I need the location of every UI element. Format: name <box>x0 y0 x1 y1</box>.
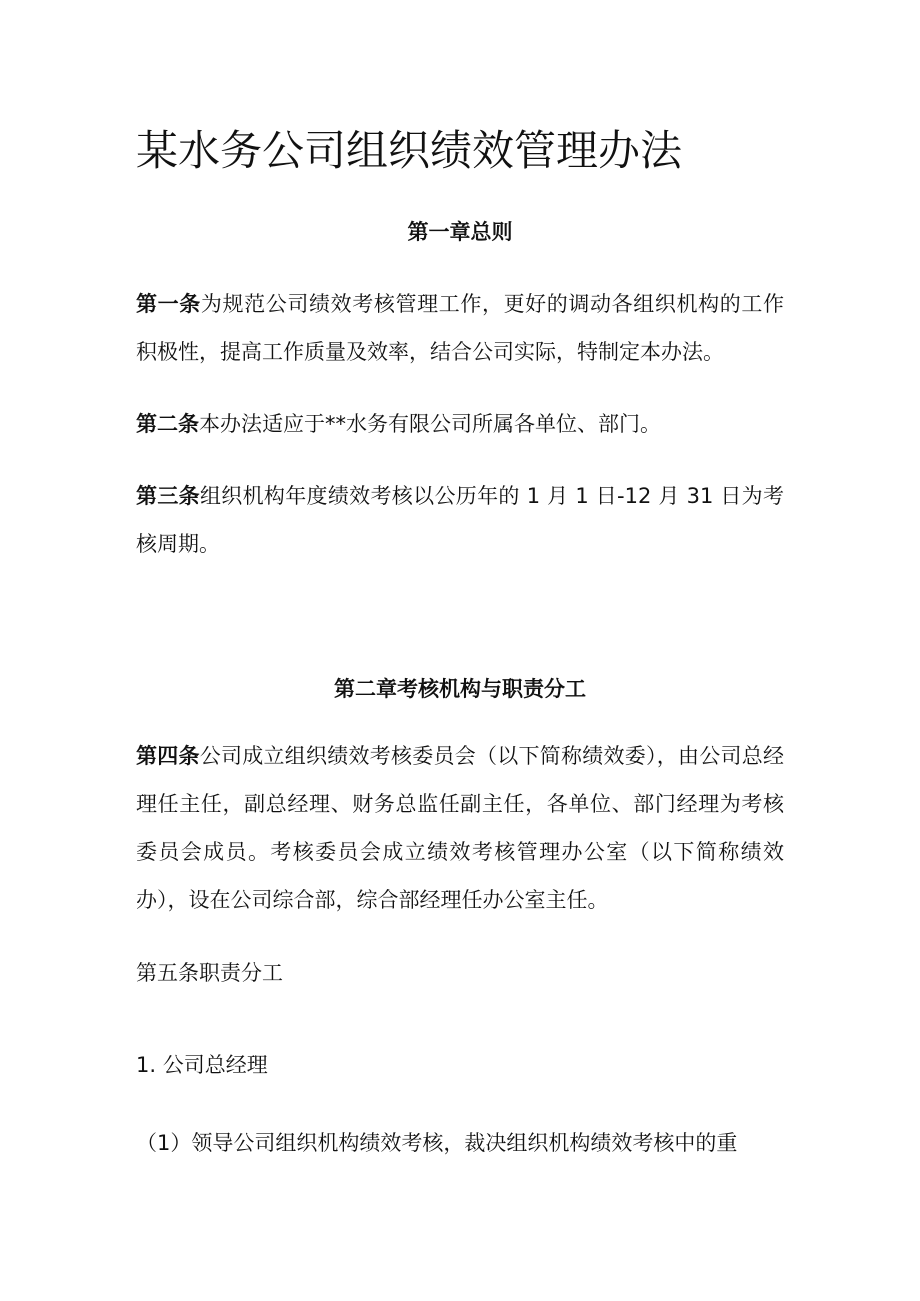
article-1-label: 第一条 <box>136 292 201 316</box>
article-4-text: 公司成立组织绩效考核委员会（以下简称绩效委），由公司总经理任主任，副总经理、财务总监任副主任，各单位、部门经理为考核委员会成员。考核委员会成立绩效考核管理办公室（以下简称绩效办），设在公司综合部，综合部经理任办公室主任。 <box>136 744 784 912</box>
article-1 <box>136 280 784 376</box>
article-2 <box>136 400 784 448</box>
chapter-1-heading: 第一章总则 <box>407 220 513 244</box>
article-2-label: 第二条 <box>136 412 199 436</box>
article-3 <box>136 472 784 568</box>
list-item-general-manager: 1. 公司总经理 <box>136 1053 268 1077</box>
article-1-text: 为规范公司绩效考核管理工作，更好的调动各组织机构的工作积极性，提高工作质量及效率，结合公司实际，特制定本办法。 <box>136 292 785 364</box>
document-title: 某水务公司组织绩效管理办法 <box>136 126 683 175</box>
list-subitem-1: （1）领导公司组织机构绩效考核，裁决组织机构绩效考核中的重 <box>136 1131 738 1155</box>
article-3-label: 第三条 <box>136 484 200 508</box>
article-5-heading: 第五条职责分工 <box>136 961 283 985</box>
article-4-label: 第四条 <box>136 744 200 768</box>
article-4 <box>136 732 784 924</box>
article-2-text: 本办法适应于**水务有限公司所属各单位、部门。 <box>199 412 661 436</box>
article-3-text: 组织机构年度绩效考核以公历年的 1 月 1 日-12 月 31 日为考核周期。 <box>136 484 784 556</box>
chapter-2-heading: 第二章考核机构与职责分工 <box>334 677 586 701</box>
